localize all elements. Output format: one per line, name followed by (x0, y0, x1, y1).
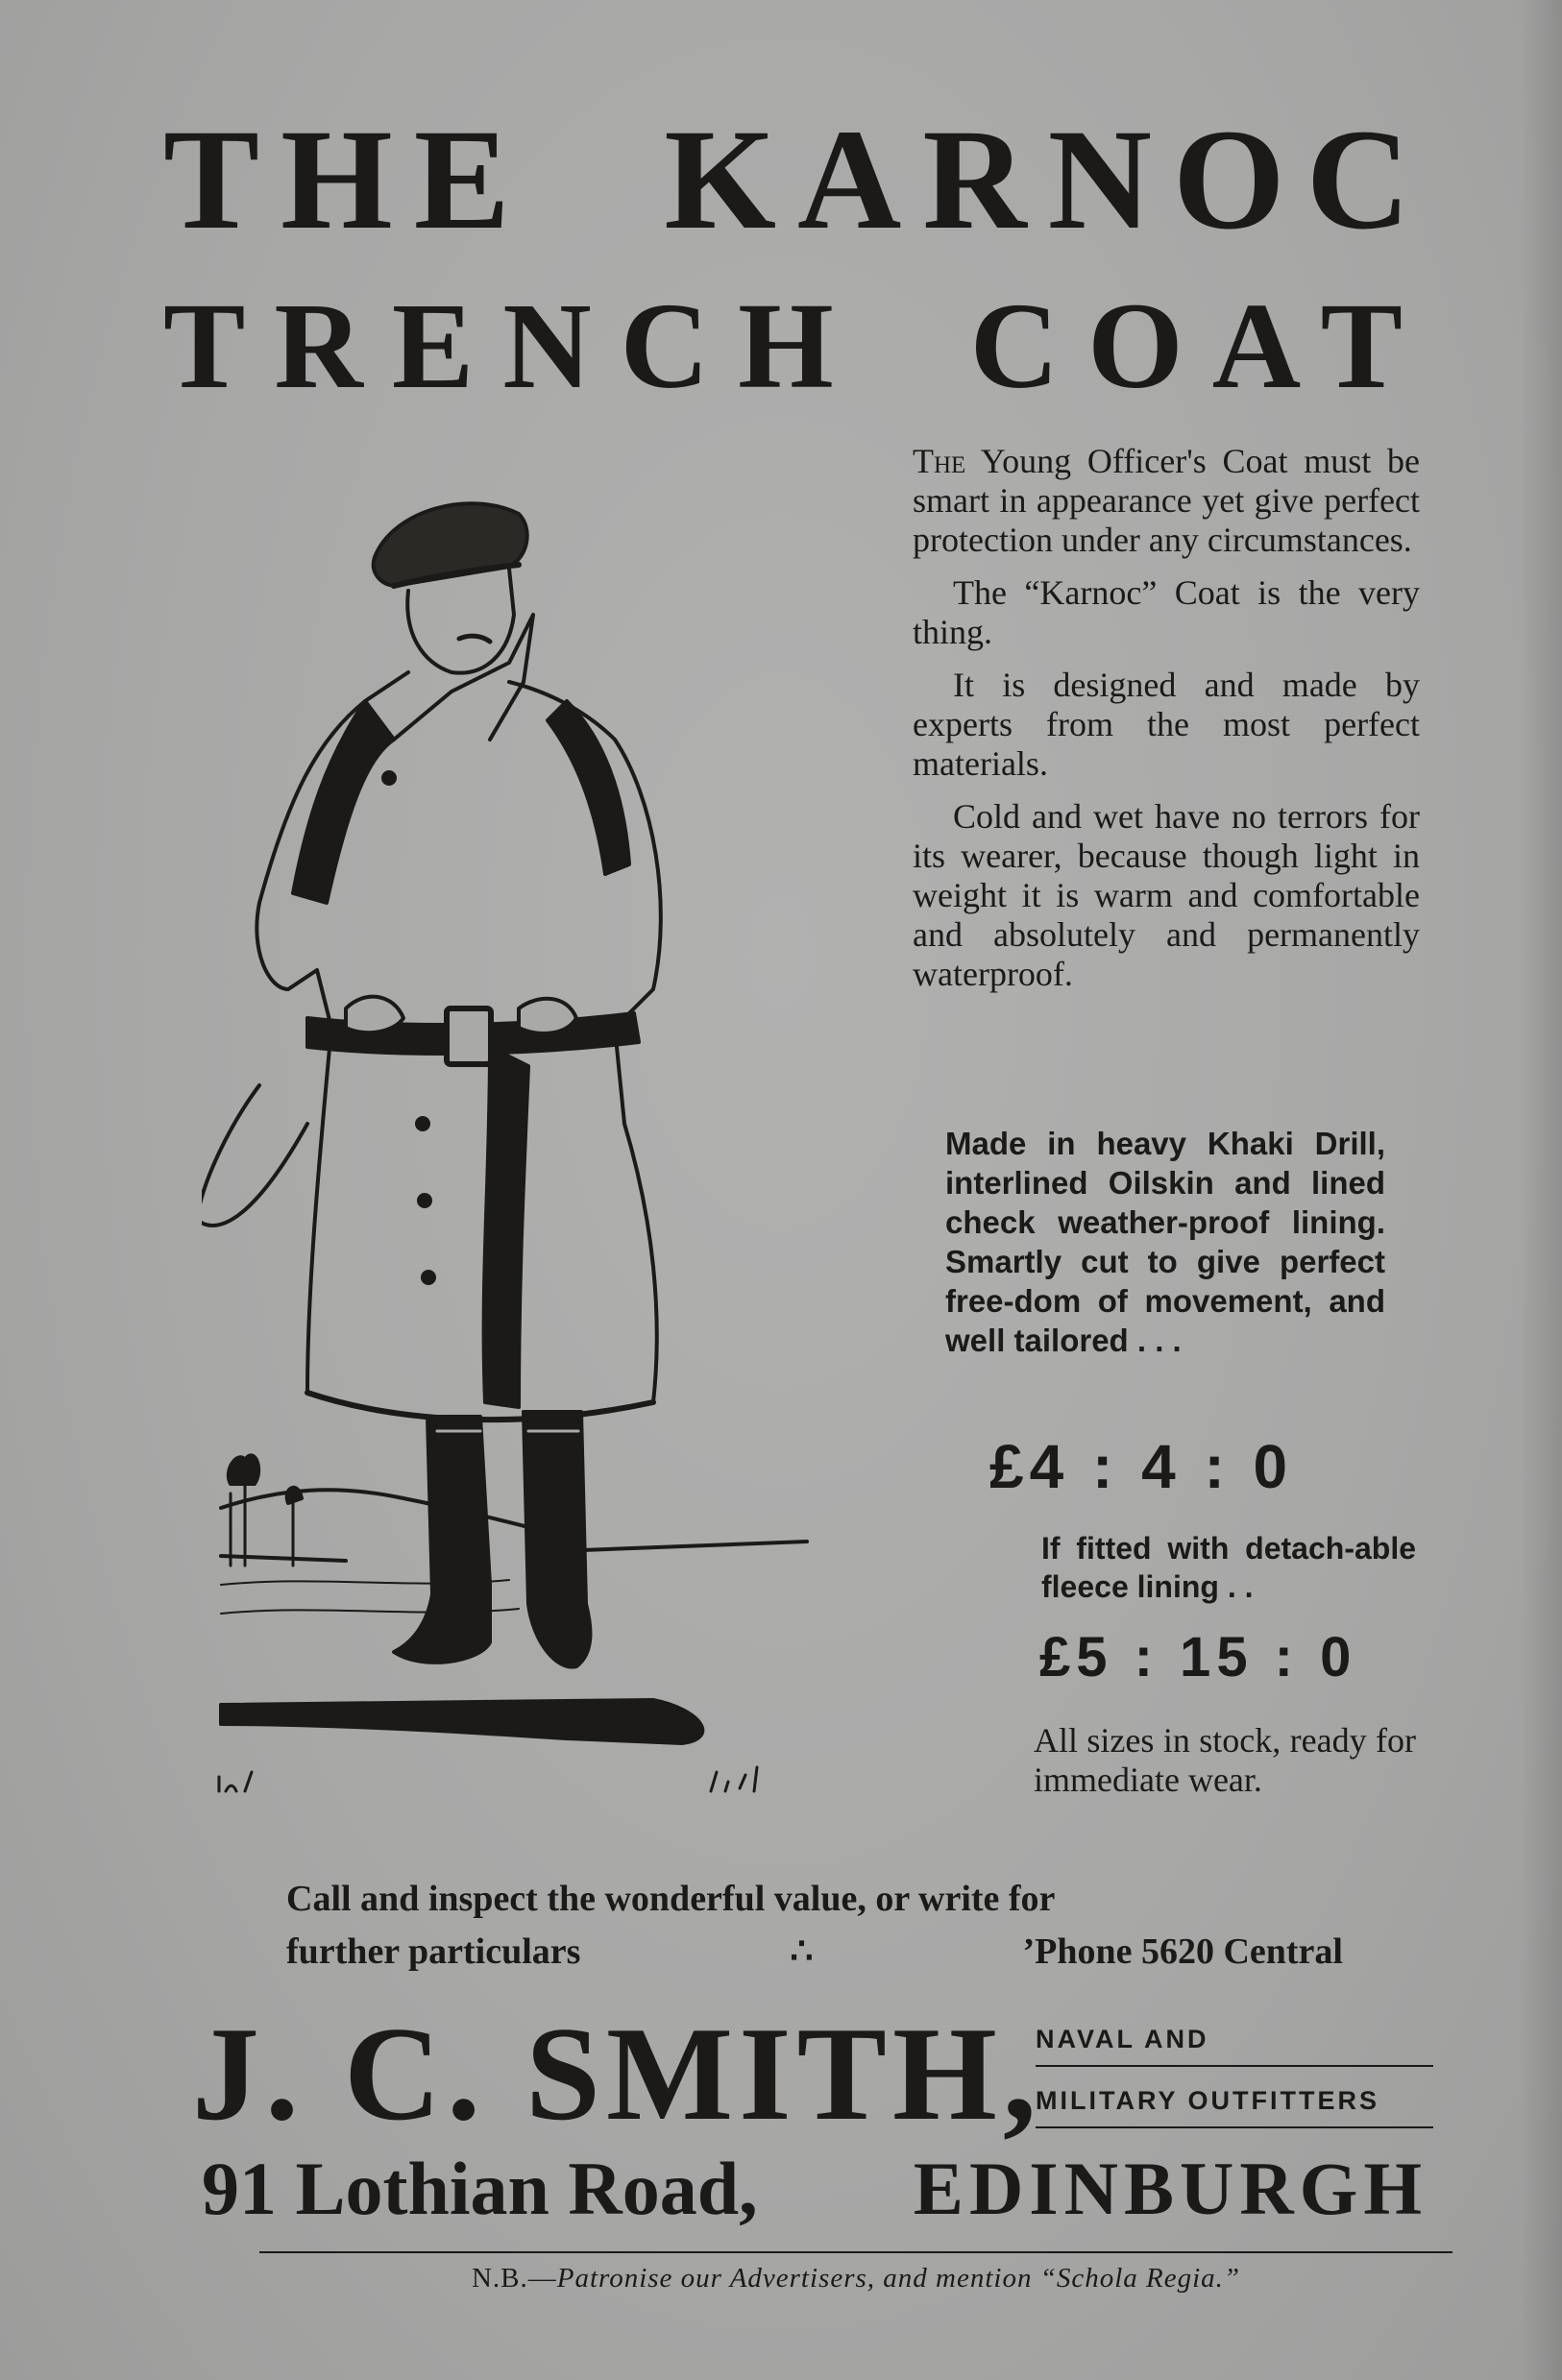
tree-crown (229, 1455, 258, 1484)
officer-illustration (202, 451, 836, 1825)
tagline-naval: NAVAL AND (1036, 2025, 1433, 2067)
intro-paragraph-1-text: Young Officer's Coat must be smart in appearance yet give perfect protection under any circumstances. (913, 442, 1420, 559)
stock-note: All sizes in stock, ready for immediate wear. (1034, 1721, 1416, 1799)
coat-shadow-left (293, 701, 394, 903)
fleece-lining-note: If fitted with detach-able fleece lining . . (1041, 1531, 1416, 1604)
firm-tagline (1036, 2025, 1433, 2128)
horizon-line (221, 1542, 807, 1561)
headline-line-1: THE KARNOC (163, 100, 1431, 259)
footer-note (259, 2263, 1452, 2295)
call-to-action (286, 1873, 1343, 1979)
coat-button (383, 772, 395, 784)
footer-rule (259, 2251, 1452, 2253)
footer-italic: Patronise our Advertisers, and mention “Schola Regia.” (556, 2263, 1241, 2294)
intro-paragraph-4: Cold and wet have no terrors for its wearer, because though light in weight it is warm and comfortable and absolutely and permanently waterproof. (913, 797, 1420, 993)
therefore-symbol: ∴ (790, 1931, 814, 1972)
coat-front-shadow (484, 1047, 528, 1407)
price-with-fleece: £5 : 15 : 0 (1039, 1626, 1357, 1688)
address-street: 91 Lothian Road, (202, 2147, 758, 2230)
intro-paragraph-2: The “Karnoc” Coat is the very thing. (913, 573, 1420, 651)
right-boot (524, 1412, 590, 1667)
firm-address (202, 2147, 1428, 2230)
firm-name: J. C. SMITH, (192, 2000, 1042, 2149)
page-edge-shadow (1520, 0, 1562, 2380)
belt-strap (202, 1085, 307, 1226)
intro-paragraph-3: It is designed and made by experts from the most perfect materials. (913, 666, 1420, 783)
address-city: EDINBURGH (913, 2147, 1428, 2230)
belt-buckle (447, 1008, 491, 1064)
fabric-details: Made in heavy Khaki Drill, interlined Oilskin and lined check weather-proof lining. Smartly cut to give perfect free-dom of movement, and well tailored . . . (945, 1126, 1385, 1358)
coat-button (417, 1118, 428, 1129)
coat-button (423, 1272, 434, 1283)
price-standard: £4 : 4 : 0 (989, 1432, 1294, 1501)
footer-prefix: N.B.— (471, 2263, 557, 2294)
intro-copy (913, 442, 1420, 1008)
coat-shadow-right (548, 701, 629, 874)
phone-number: ’Phone 5620 Central (1022, 1931, 1343, 1972)
ground-shadow (221, 1700, 702, 1743)
call-line-2: further particulars (286, 1931, 581, 1972)
tagline-military: MILITARY OUTFITTERS (1036, 2086, 1433, 2128)
coat-button (419, 1195, 430, 1206)
headline-line-2: TRENCH COAT (163, 278, 1431, 414)
officer-head (407, 569, 514, 673)
intro-lead-word: The (913, 442, 966, 480)
call-line-1: Call and inspect the wonderful value, or write for (286, 1879, 1056, 1919)
left-boot (394, 1417, 490, 1663)
intro-paragraph-1 (913, 442, 1420, 560)
